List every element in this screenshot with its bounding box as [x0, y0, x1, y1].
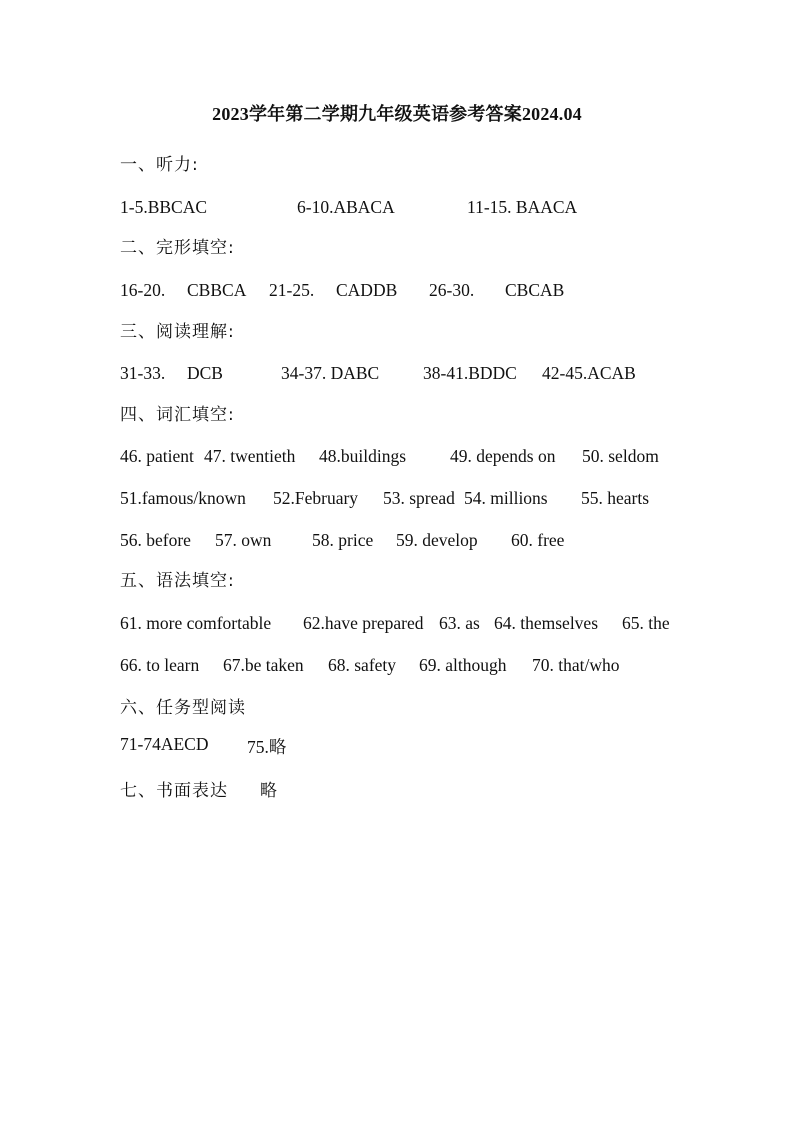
- answer-writing: 略: [260, 781, 278, 801]
- answer-51: 51.famous/known: [120, 488, 246, 508]
- answer-47: 47. twentieth: [204, 446, 296, 466]
- answer-52: 52.February: [273, 488, 359, 508]
- answer-6-10: 6-10.ABACA: [297, 197, 395, 217]
- answer-67: 67.be taken: [223, 655, 304, 675]
- answer-range-16-20: 16-20.: [120, 280, 166, 300]
- answer-31-33: DCB: [187, 363, 223, 383]
- section-heading-grammar: 五、语法填空:: [120, 571, 235, 591]
- answer-42-45: 42-45.ACAB: [542, 363, 636, 383]
- answer-57: 57. own: [215, 530, 272, 550]
- answer-58: 58. price: [312, 530, 374, 550]
- section-heading-vocabulary: 四、词汇填空:: [120, 405, 235, 425]
- section-heading-writing: 七、书面表达: [120, 781, 228, 801]
- answer-21-25: CADDB: [336, 280, 398, 300]
- answer-66: 66. to learn: [120, 655, 200, 675]
- answer-54: 54. millions: [464, 488, 548, 508]
- answer-63: 63. as: [439, 613, 480, 633]
- answer-38-41: 38-41.BDDC: [423, 363, 517, 383]
- answer-1-5: 1-5.BBCAC: [120, 197, 208, 217]
- answer-26-30: CBCAB: [505, 280, 565, 300]
- answer-59: 59. develop: [396, 530, 478, 550]
- section-heading-listening: 一、听力:: [120, 155, 199, 175]
- answer-50: 50. seldom: [582, 446, 659, 466]
- section-heading-cloze: 二、完形填空:: [120, 238, 235, 258]
- answer-65: 65. the: [622, 613, 670, 633]
- answer-60: 60. free: [511, 530, 565, 550]
- answer-64: 64. themselves: [494, 613, 599, 633]
- answer-62: 62.have prepared: [303, 613, 424, 633]
- answer-34-37: 34-37. DABC: [281, 363, 380, 383]
- answer-55: 55. hearts: [581, 488, 650, 508]
- page-title: 2023学年第二学期九年级英语参考答案2024.04: [212, 104, 582, 124]
- answer-69: 69. although: [419, 655, 507, 675]
- answer-70: 70. that/who: [532, 655, 620, 675]
- answer-49: 49. depends on: [450, 446, 556, 466]
- answer-68: 68. safety: [328, 655, 397, 675]
- answer-61: 61. more comfortable: [120, 613, 272, 633]
- answer-71-74: 71-74AECD: [120, 734, 209, 754]
- answer-range-21-25: 21-25.: [269, 280, 315, 300]
- answer-range-26-30: 26-30.: [429, 280, 475, 300]
- answer-53: 53. spread: [383, 488, 455, 508]
- answer-16-20: CBBCA: [187, 280, 247, 300]
- answer-75: 75.略: [247, 737, 287, 757]
- answer-46: 46. patient: [120, 446, 194, 466]
- answer-56: 56. before: [120, 530, 191, 550]
- answer-11-15: 11-15. BAACA: [467, 197, 578, 217]
- section-heading-reading: 三、阅读理解:: [120, 322, 235, 342]
- section-heading-task-reading: 六、任务型阅读: [120, 698, 246, 718]
- answer-48: 48.buildings: [319, 446, 407, 466]
- answer-range-31-33: 31-33.: [120, 363, 166, 383]
